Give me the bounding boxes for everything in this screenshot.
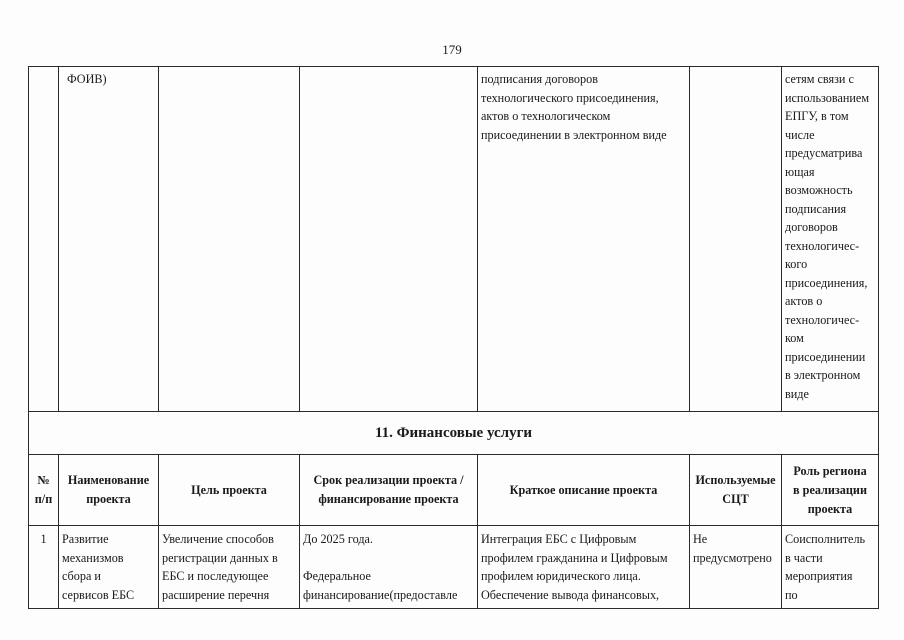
- continuation-cell-sct: [690, 67, 782, 412]
- row-term: До 2025 года. Федеральное финансирование(предоставле: [300, 526, 478, 609]
- row-sct: Не предусмотрено: [690, 526, 782, 609]
- row-project-name: Развитие механизмов сбора и сервисов ЕБС: [59, 526, 159, 609]
- header-project-name: Наименование проекта: [59, 455, 159, 526]
- row-num: 1: [29, 526, 59, 609]
- header-sct: Используемые СЦТ: [690, 455, 782, 526]
- continuation-cell-num: [29, 67, 59, 412]
- continuation-cell-term: [300, 67, 478, 412]
- table-header-row: [29, 455, 879, 526]
- header-goal: Цель проекта: [159, 455, 300, 526]
- header-description: Краткое описание проекта: [478, 455, 690, 526]
- continuation-cell-role: сетям связи с использованием ЕПГУ, в том числе предусматрива ющая возможность подписания договоров технологичес- кого присоединения, актов о технологичес- ком присоединении в электронном виде: [782, 67, 879, 412]
- header-region-role: Роль региона в реализации проекта: [782, 455, 879, 526]
- header-term: Срок реализации проекта / финансирование проекта: [300, 455, 478, 526]
- header-num: № п/п: [29, 455, 59, 526]
- page-number: 179: [442, 42, 462, 57]
- continuation-cell-goal: [159, 67, 300, 412]
- section-title: 11. Финансовые услуги: [29, 412, 879, 455]
- row-goal: Увеличение способов регистрации данных в ЕБС и последующее расширение перечня: [159, 526, 300, 609]
- continuation-row: [29, 67, 879, 412]
- row-description: Интеграция ЕБС с Цифровым профилем гражданина и Цифровым профилем юридического лица. Обеспечение вывода финансовых,: [478, 526, 690, 609]
- continuation-cell-description: подписания договоров технологического присоединения, актов о технологическом присоединении в электронном виде: [478, 67, 690, 412]
- table-row: [29, 526, 879, 609]
- section-row: [29, 412, 879, 455]
- continuation-cell-name: ФОИВ): [59, 67, 159, 412]
- projects-table: [28, 66, 879, 609]
- row-region-role: Соисполнитель в части мероприятия по: [782, 526, 879, 609]
